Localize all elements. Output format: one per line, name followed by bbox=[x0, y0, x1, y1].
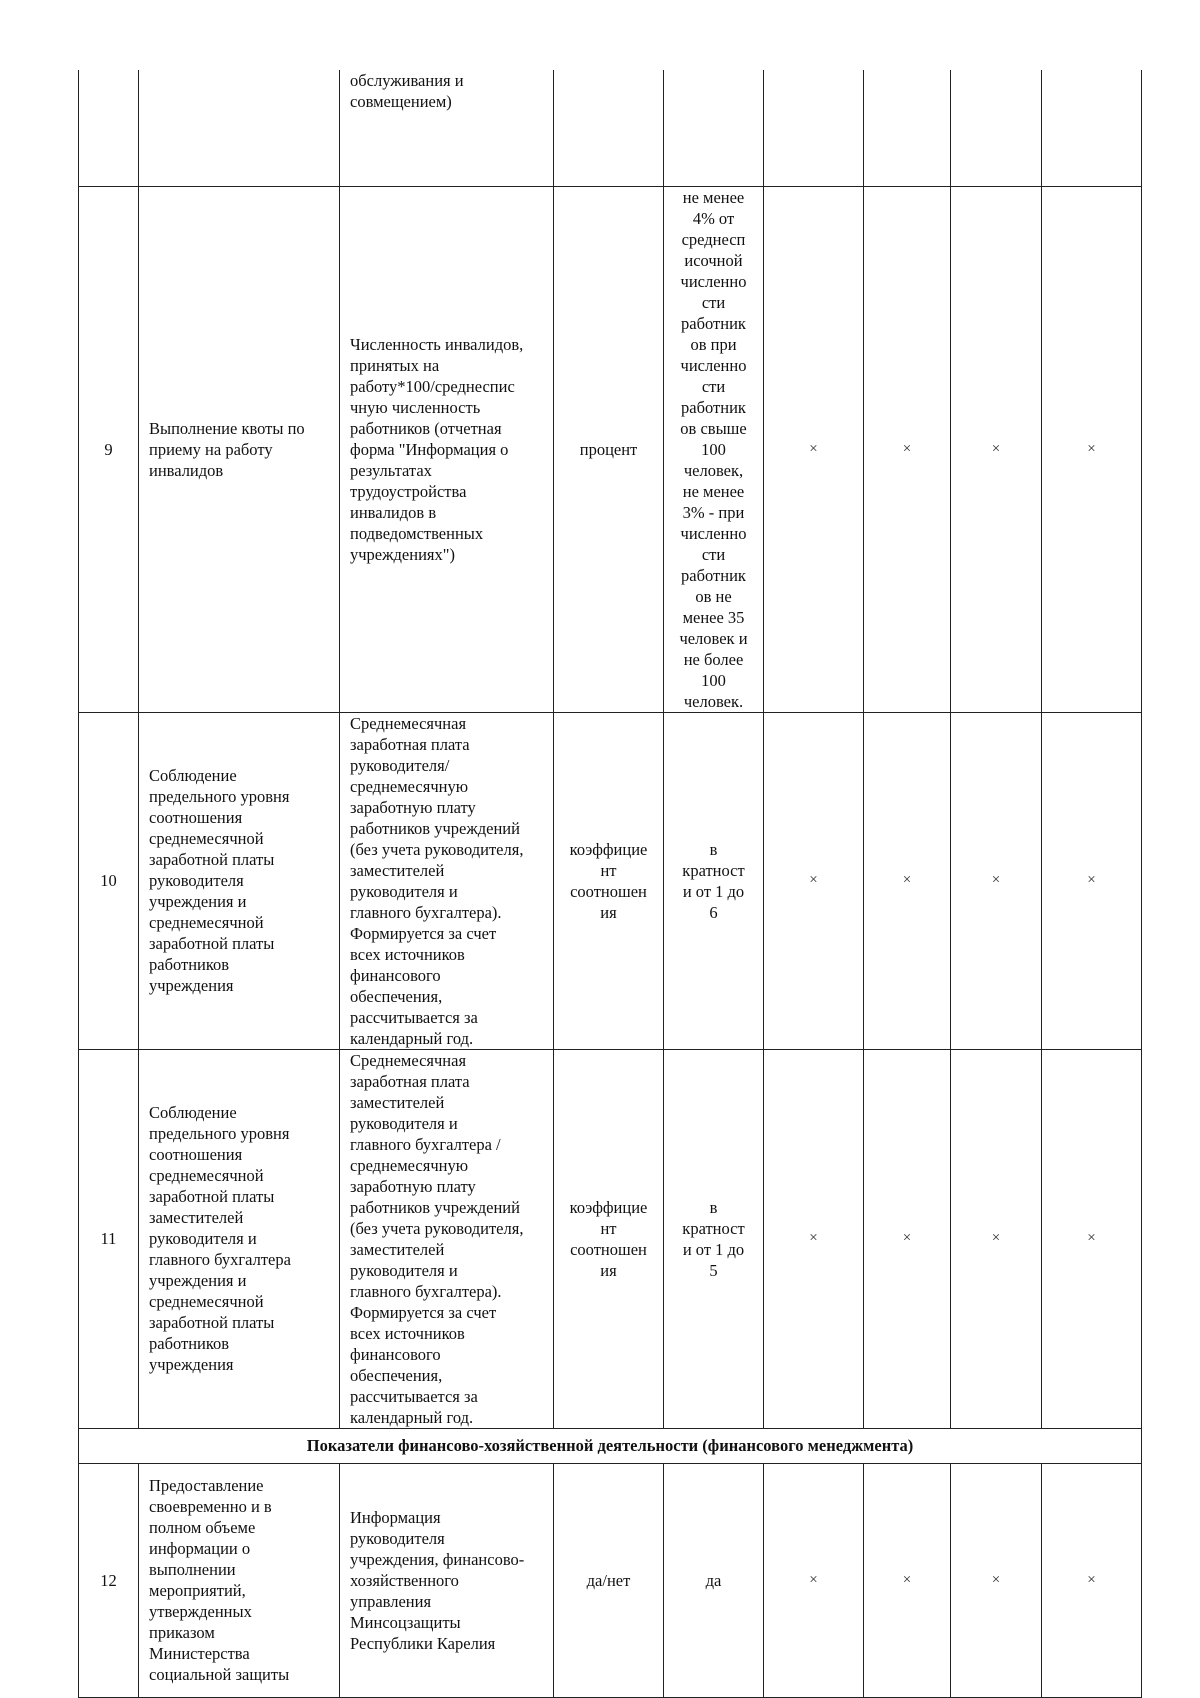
mark-cell: × bbox=[951, 1463, 1042, 1697]
mark-cell: × bbox=[951, 186, 1042, 712]
table-row-continued bbox=[79, 70, 1142, 186]
target-value bbox=[664, 70, 764, 186]
row-number: 11 bbox=[79, 1049, 139, 1428]
indicators-table bbox=[78, 70, 1142, 1698]
target-value: в кратност и от 1 до 5 bbox=[664, 1049, 764, 1428]
unit-of-measure bbox=[554, 70, 664, 186]
calculation-method: Среднемесячная заработная плата руководителя/ среднемесячную заработную плату работников учреждений (без учета руководителя, заместителей руководителя и главного бухгалтера). Формируется за счет всех источников финансового обеспечения, рассчитывается за календарный год. bbox=[340, 712, 554, 1049]
calculation-method: Численность инвалидов, принятых на работу*100/среднеспис чную численность работников (отчетная форма "Информация о результатах трудоустройства инвалидов в подведомственных учреждениях") bbox=[340, 186, 554, 712]
section-header-row bbox=[79, 1428, 1142, 1463]
mark-cell: × bbox=[764, 1463, 864, 1697]
row-number: 12 bbox=[79, 1463, 139, 1697]
mark-cell bbox=[1042, 70, 1142, 186]
indicator-name bbox=[139, 70, 340, 186]
mark-cell: × bbox=[864, 186, 951, 712]
mark-cell: × bbox=[1042, 186, 1142, 712]
table-row bbox=[79, 712, 1142, 1049]
document-page bbox=[78, 70, 1142, 1698]
indicator-name: Соблюдение предельного уровня соотношения среднемесячной заработной платы заместителей руководителя и главного бухгалтера учреждения и среднемесячной заработной платы работников учреждения bbox=[139, 1049, 340, 1428]
unit-of-measure: процент bbox=[554, 186, 664, 712]
mark-cell: × bbox=[864, 712, 951, 1049]
unit-of-measure: коэффицие нт соотношен ия bbox=[554, 712, 664, 1049]
mark-cell: × bbox=[951, 1049, 1042, 1428]
mark-cell: × bbox=[864, 1463, 951, 1697]
target-value: в кратност и от 1 до 6 bbox=[664, 712, 764, 1049]
mark-cell: × bbox=[864, 1049, 951, 1428]
row-number: 9 bbox=[79, 186, 139, 712]
row-number: 10 bbox=[79, 712, 139, 1049]
indicator-name: Предоставление своевременно и в полном объеме информации о выполнении мероприятий, утвержденных приказом Министерства социальной защиты bbox=[139, 1463, 340, 1697]
calculation-method: Информация руководителя учреждения, финансово- хозяйственного управления Минсоцзащиты Республики Карелия bbox=[340, 1463, 554, 1697]
row-number bbox=[79, 70, 139, 186]
section-title: Показатели финансово-хозяйственной деятельности (финансового менеджмента) bbox=[79, 1428, 1142, 1463]
mark-cell: × bbox=[1042, 1049, 1142, 1428]
indicator-name: Выполнение квоты по приему на работу инвалидов bbox=[139, 186, 340, 712]
mark-cell bbox=[864, 70, 951, 186]
mark-cell: × bbox=[951, 712, 1042, 1049]
mark-cell: × bbox=[1042, 712, 1142, 1049]
calculation-method: Среднемесячная заработная плата заместителей руководителя и главного бухгалтера / среднемесячную заработную плату работников учреждений (без учета руководителя, заместителей руководителя и главного бухгалтера). Формируется за счет всех источников финансового обеспечения, рассчитывается за календарный год. bbox=[340, 1049, 554, 1428]
table-row bbox=[79, 1049, 1142, 1428]
mark-cell: × bbox=[1042, 1463, 1142, 1697]
indicator-name: Соблюдение предельного уровня соотношения среднемесячной заработной платы руководителя учреждения и среднемесячной заработной платы работников учреждения bbox=[139, 712, 340, 1049]
target-value: да bbox=[664, 1463, 764, 1697]
mark-cell bbox=[764, 70, 864, 186]
table-row bbox=[79, 186, 1142, 712]
unit-of-measure: коэффицие нт соотношен ия bbox=[554, 1049, 664, 1428]
mark-cell: × bbox=[764, 712, 864, 1049]
mark-cell: × bbox=[764, 1049, 864, 1428]
unit-of-measure: да/нет bbox=[554, 1463, 664, 1697]
mark-cell bbox=[951, 70, 1042, 186]
calculation-method: обслуживания и совмещением) bbox=[340, 70, 554, 186]
mark-cell: × bbox=[764, 186, 864, 712]
target-value: не менее 4% от среднесп исочной численно сти работник ов при численно сти работник ов свыше 100 человек, не менее 3% - при численно сти работник ов не менее 35 человек и не более 100 человек. bbox=[664, 186, 764, 712]
table-row bbox=[79, 1463, 1142, 1697]
